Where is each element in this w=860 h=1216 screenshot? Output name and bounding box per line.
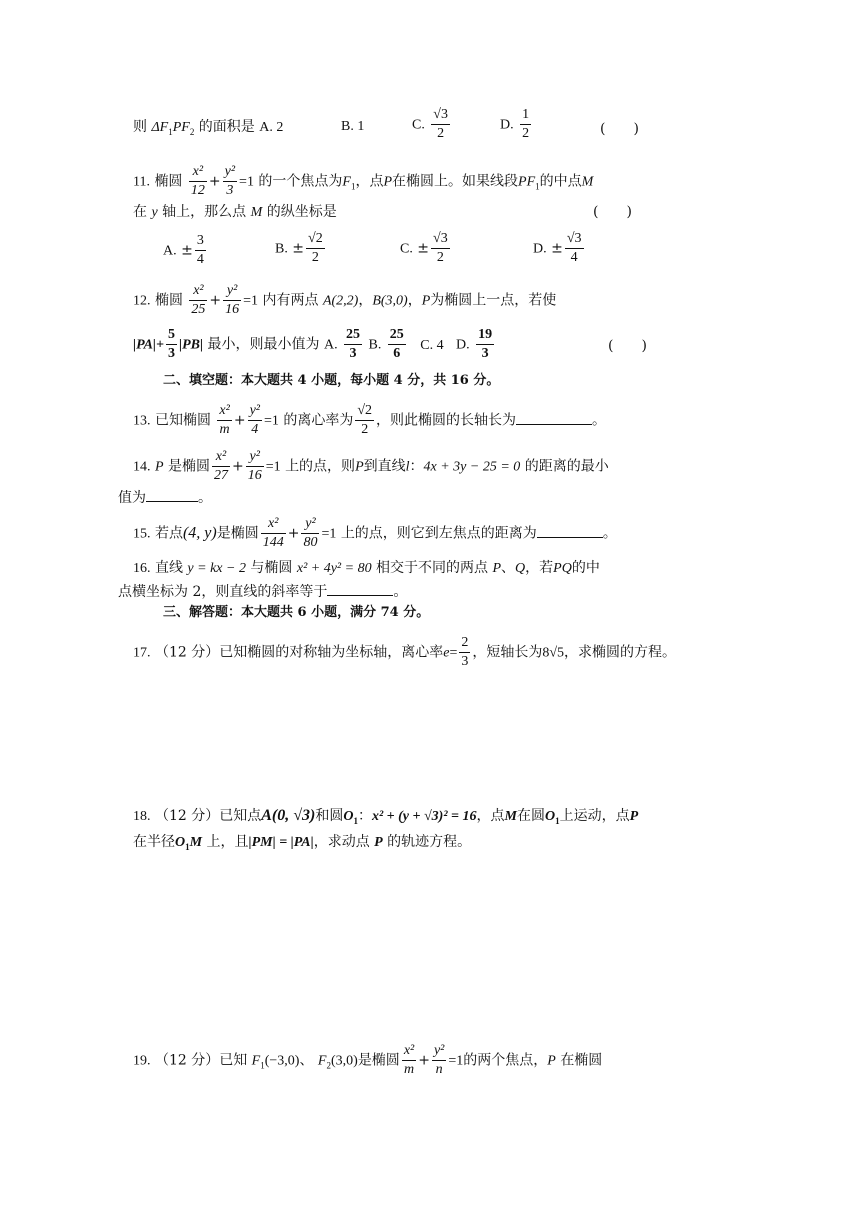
q13-line: 13. 已知椭圆 $\frac{\text{x²}}{m}$ + $\frac{\text{y²}}{4}$ =1 的离心率为 $\frac{√2}{2}$ ，则此椭圆的长轴长为 。: [133, 403, 607, 437]
section-heading-fill-in: 二、填空题：本大题共 4 小题，每小题 4 分，共 16 分。: [163, 373, 500, 388]
q17-line: 17. （12 分）已知椭圆的对称轴为坐标轴，离心率e= $\frac{2}{3}$ ，短轴长为8√5，求椭圆的方程。: [133, 635, 677, 669]
q12-line1: 12. 椭圆 $\frac{\text{x²}}{25}$ + $\frac{\text{y²}}{16}$ =1 内有两点 A(2,2)，B(3,0)，P为椭圆上一点，若使: [133, 283, 557, 317]
q12-line2: |PA|+ $\frac{5}{3}$ |PB| 最小，则最小值为 A. $\frac{25}{3}$ B. $\frac{25}{6}$ C. 4 D. $\frac{19}{3}$: [133, 327, 493, 361]
q10-option-c: C. $\frac{√3}{2}$: [412, 107, 448, 141]
q14-line1: 14. P 是椭圆 $\frac{\text{x²}}{27}$ + $\frac{\text{y²}}{16}$ =1 上的点，则P到直线l：4x + 3y − 25 = 0 的距离的最小: [133, 449, 609, 483]
q18-line2: 在半径$O_1M$ 上，且|PM| = |PA|，求动点 P 的轨迹方程。: [133, 834, 472, 852]
q19-line: 19. （12 分）已知 $F_1(-3,0)$、 $F_2(3,0)$是椭圆 $\frac{\text{x²}}{m}$ + $\frac{\text{y²}}{n}$ =1的两个焦点，P 在椭圆: [133, 1043, 603, 1077]
q14-line2: 值为 。: [118, 490, 212, 506]
q11-line1: 11. 椭圆 $\frac{\text{x²}}{12}$ + $\frac{\text{y²}}{3}$ =1 的一个焦点为$F_1$，点P在椭圆上。如果线段$PF_1$的中点M: [133, 164, 594, 198]
q16-line1: 16. 直线 y = kx − 2 与椭圆 x² + 4y² = 80 相交于不同的两点 P、Q，若PQ的中: [133, 560, 600, 576]
q11-option-c: C. ± $\frac{√3}{2}$: [400, 231, 448, 265]
q10-option-a: A. 2: [259, 120, 284, 135]
q11-option-a: A. ± $\frac{3}{4}$: [163, 233, 204, 267]
q10-option-d: D. $\frac{1}{2}$: [500, 107, 530, 141]
section-heading-solutions: 三、解答题：本大题共 6 小题，满分 74 分。: [163, 605, 430, 620]
q11-answer-paren: ( ): [593, 204, 632, 220]
q10-answer-paren: ( ): [600, 121, 639, 137]
q13-answer-blank[interactable]: [516, 424, 592, 425]
q11-line2: 在 y 轴上，那么点 M 的纵坐标是: [133, 204, 337, 220]
q11-option-b: B. ± $\frac{√2}{2}$: [275, 231, 323, 265]
q18-line1: 18. （12 分）已知点A(0, √3)和圆$O_1$：x² + (y + √3)² = 16，点M在圆$O_1$上运动，点P: [133, 807, 639, 826]
q16-answer-blank[interactable]: [327, 595, 393, 596]
q14-answer-blank[interactable]: [146, 501, 198, 502]
q10-options-line: 则 $\Delta F_1PF_2$ 的面积是 A. 2: [133, 119, 284, 137]
q15-answer-blank[interactable]: [537, 537, 603, 538]
q10-option-b: B. 1: [341, 119, 365, 134]
q15-line: 15. 若点(4, y)是椭圆 $\frac{\text{x²}}{144}$ + $\frac{\text{y²}}{80}$ =1 上的点，则它到左焦点的距离为 。: [133, 516, 617, 550]
q11-option-d: D. ± $\frac{√3}{4}$: [533, 231, 582, 265]
q12-answer-paren: ( ): [608, 338, 647, 354]
q16-line2: 点横坐标为 2，则直线的斜率等于 。: [118, 584, 408, 600]
